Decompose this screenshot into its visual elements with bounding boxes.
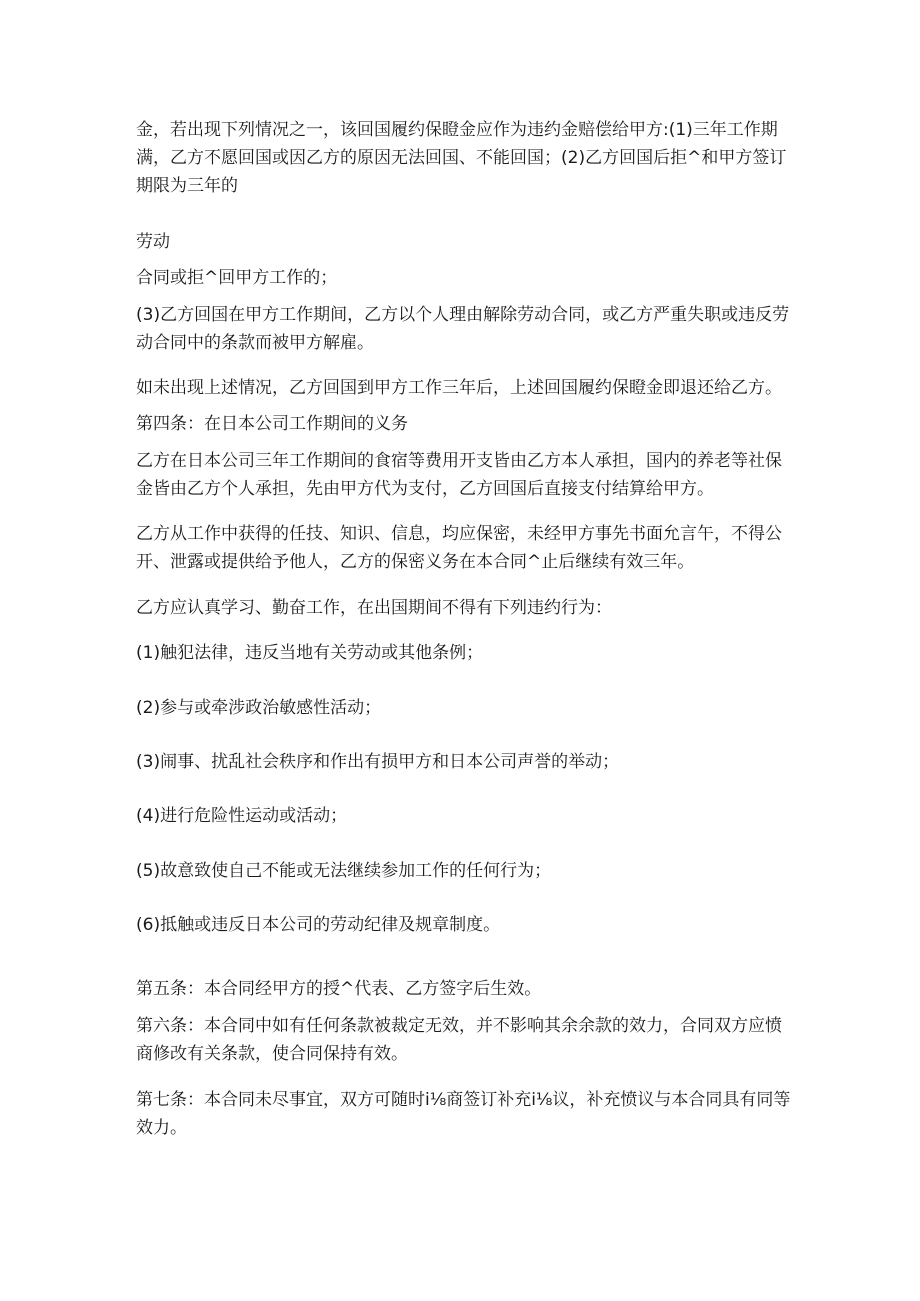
violation-item-2: (2)参与或牵涉政治敏感性活动； bbox=[136, 698, 382, 718]
article-7: 第七条：本合同未尽事宜，双方可随时i⅛商签订补充i⅛议，补充愤议与本合同具有同等效力。 bbox=[136, 1090, 791, 1138]
article-6: 第六条：本合同中如有任何条款被裁定无效，并不影响其余余款的效力，合同双方应愤商修改有关条款，使合同保持有效。 bbox=[136, 1016, 782, 1064]
violation-item-6: (6)抵触或违反日本公司的劳动纪律及规章制度。 bbox=[136, 915, 501, 935]
violation-item-1: (1)触犯法律，违反当地有关劳动或其他条例； bbox=[136, 643, 484, 663]
paragraph-violations-intro: 乙方应认真学习、勤奋工作，在出国期间不得有下列违约行为： bbox=[136, 598, 612, 618]
paragraph-penalty-conditions: 金，若出现下列情况之一，该回国履约保瞪金应作为违约金赔偿给甲方:(1)三年工作期满，乙方不愿回国或因乙方的原因无法回国、不能回国；(2)乙方回国后拒^和甲方签订期限为三年的 bbox=[136, 120, 787, 196]
violation-item-5: (5)故意致使自己不能或无法继续参加工作的任何行为； bbox=[136, 861, 552, 881]
paragraph-confidentiality: 乙方从工作中获得的任技、知识、信息，均应保密，未经甲方事先书面允言午，不得公开、泄露或提供给予他人，乙方的保密义务在本合同^止后继续有效三年。 bbox=[136, 524, 782, 572]
violation-item-3: (3)闹事、扰乱社会秩序和作出有损甲方和日本公司声誉的举动； bbox=[136, 752, 620, 772]
article-4-title: 第四条：在日本公司工作期间的义务 bbox=[136, 414, 408, 434]
paragraph-expenses: 乙方在日本公司三年工作期间的食宿等费用开支皆由乙方本人承担，国内的养老等社保金皆由乙方个人承担，先由甲方代为支付，乙方回国后直接支付结算给甲方。 bbox=[136, 451, 782, 499]
paragraph-clause-3: (3)乙方回国在甲方工作期间，乙方以个人理由解除劳动合同，或乙方严重失职或违反劳动合同中的条款而被甲方解雇。 bbox=[136, 305, 790, 353]
violation-item-4: (4)进行危险性运动或活动； bbox=[136, 806, 348, 826]
paragraph-labor: 劳动 bbox=[136, 232, 170, 252]
paragraph-refuse-return: 合同或拒^回甲方工作的； bbox=[136, 268, 338, 288]
article-5: 第五条：本合同经甲方的授^代表、乙方签字后生效。 bbox=[136, 979, 542, 999]
paragraph-refund: 如未出现上述情况，乙方回国到甲方工作三年后，上述回国履约保瞪金即退还给乙方。 bbox=[136, 378, 782, 398]
